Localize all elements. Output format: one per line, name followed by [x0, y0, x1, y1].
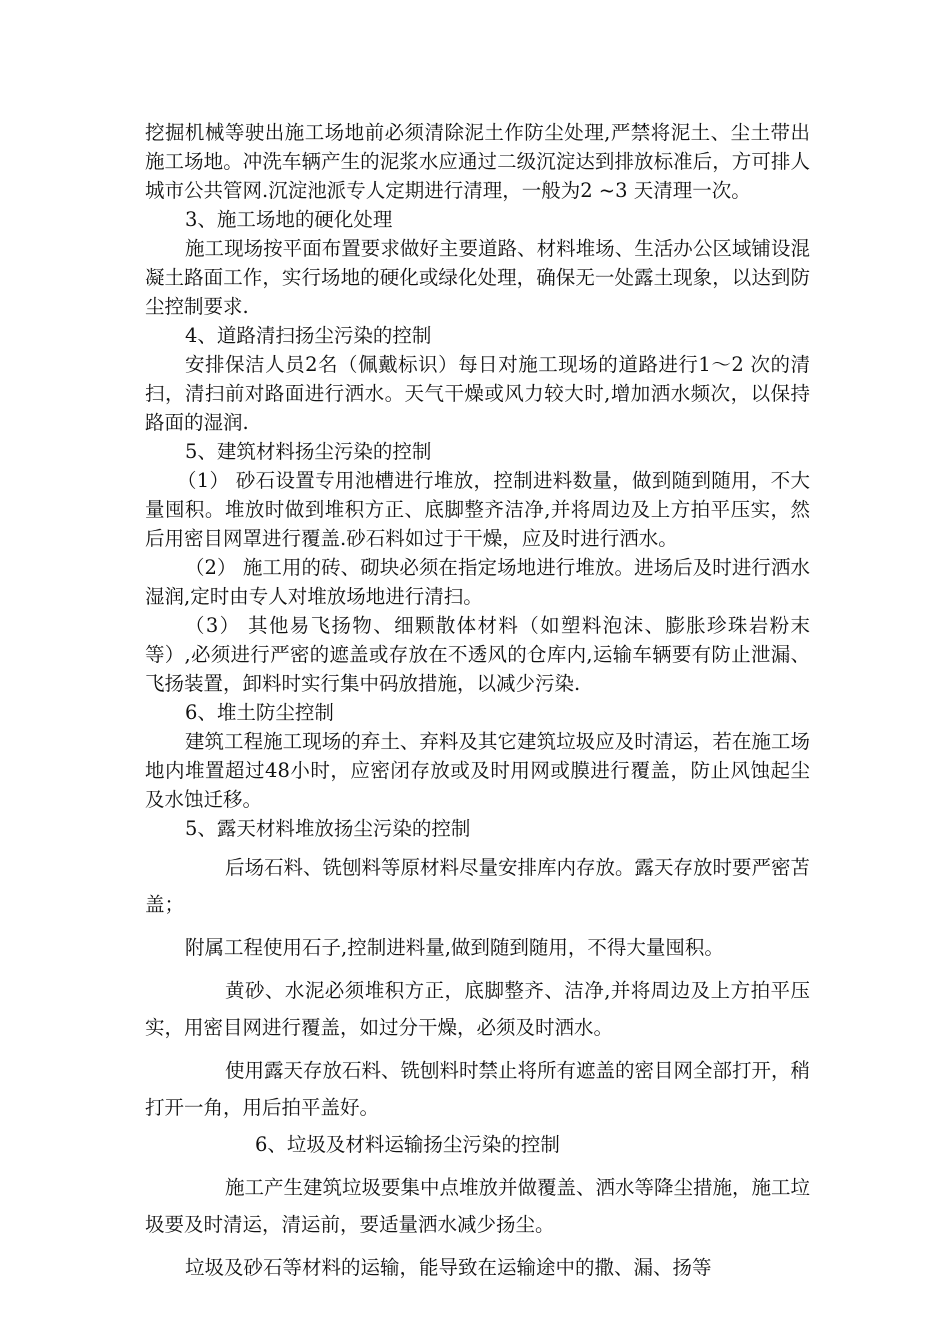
heading-waste-transport: 6、垃圾及材料运输扬尘污染的控制 [255, 1133, 560, 1156]
list-item-fine-materials: （3） 其他易飞扬物、细颗散体材料（如塑料泡沫、膨胀珍珠岩粉末等）,必须进行严密的遮盖或存放在不透风的仓库内,运输车辆要有防止泄漏、飞扬装置，卸料时实行集中码放措施，以减少污染. [145, 614, 810, 695]
paragraph-road-sweeping: 安排保洁人员2名（佩戴标识）每日对施工现场的道路进行1～2 次的清扫，清扫前对路面进行洒水。天气干燥或风力较大时,增加洒水频次，以保持路面的湿润. [145, 353, 810, 434]
heading-open-air-storage: 5、露天材料堆放扬尘污染的控制 [185, 817, 471, 840]
paragraph-gravel-usage: 附属工程使用石子,控制进料量,做到随到随用，不得大量囤积。 [185, 936, 724, 959]
paragraph-waste-handling: 施工产生建筑垃圾要集中点堆放并做覆盖、洒水等降尘措施，施工垃圾要及时清运，清运前，要适量洒水减少扬尘。 [145, 1176, 811, 1236]
paragraph-transport-spill: 垃圾及砂石等材料的运输，能导致在运输途中的撒、漏、扬等 [185, 1256, 712, 1279]
heading-building-materials: 5、建筑材料扬尘污染的控制 [185, 440, 432, 463]
list-item-bricks: （2） 施工用的砖、砌块必须在指定场地进行堆放。进场后及时进行洒水湿润,定时由专人对堆放场地进行清扫。 [145, 556, 810, 608]
paragraph-vehicle-cleaning: 挖掘机械等驶出施工场地前必须清除泥土作防尘处理,严禁将泥土、尘土带出施工场地。冲洗车辆产生的泥浆水应通过二级沉淀达到排放标准后，方可排人城市公共管网.沉淀池派专人定期进行清理，一般为2 ~3 天清理一次。 [145, 121, 810, 202]
paragraph-sand-cement: 黄砂、水泥必须堆积方正，底脚整齐、洁净,并将周边及上方拍平压实，用密目网进行覆盖，如过分干燥，必须及时洒水。 [145, 979, 810, 1039]
list-item-sand-gravel: （1） 砂石设置专用池槽进行堆放，控制进料数量，做到随到随用，不大量囤积。堆放时做到堆积方正、底脚整齐洁净,并将周边及上方拍平压实，然后用密目网罩进行覆盖.砂石料如过于干燥，应及时进行洒水。 [145, 469, 810, 550]
paragraph-open-storage-usage: 使用露天存放石料、铣刨料时禁止将所有遮盖的密目网全部打开，稍打开一角，用后拍平盖好。 [145, 1059, 811, 1119]
paragraph-stone-storage: 后场石料、铣刨料等原材料尽量安排库内存放。露天存放时要严密苫盖； [145, 856, 811, 916]
heading-soil-dust: 6、堆土防尘控制 [185, 701, 334, 724]
document-body [145, 118, 810, 1286]
paragraph-site-hardening: 施工现场按平面布置要求做好主要道路、材料堆场、生活办公区域铺设混凝土路面工作，实行场地的硬化或绿化处理，确保无一处露土现象，以达到防尘控制要求. [145, 237, 810, 318]
heading-road-sweeping: 4、道路清扫扬尘污染的控制 [185, 324, 432, 347]
paragraph-soil-dust: 建筑工程施工现场的弃土、弃料及其它建筑垃圾应及时清运，若在施工场地内堆置超过48小时，应密闭存放或及时用网或膜进行覆盖，防止风蚀起尘及水蚀迁移。 [145, 730, 810, 811]
heading-site-hardening: 3、施工场地的硬化处理 [185, 208, 393, 231]
